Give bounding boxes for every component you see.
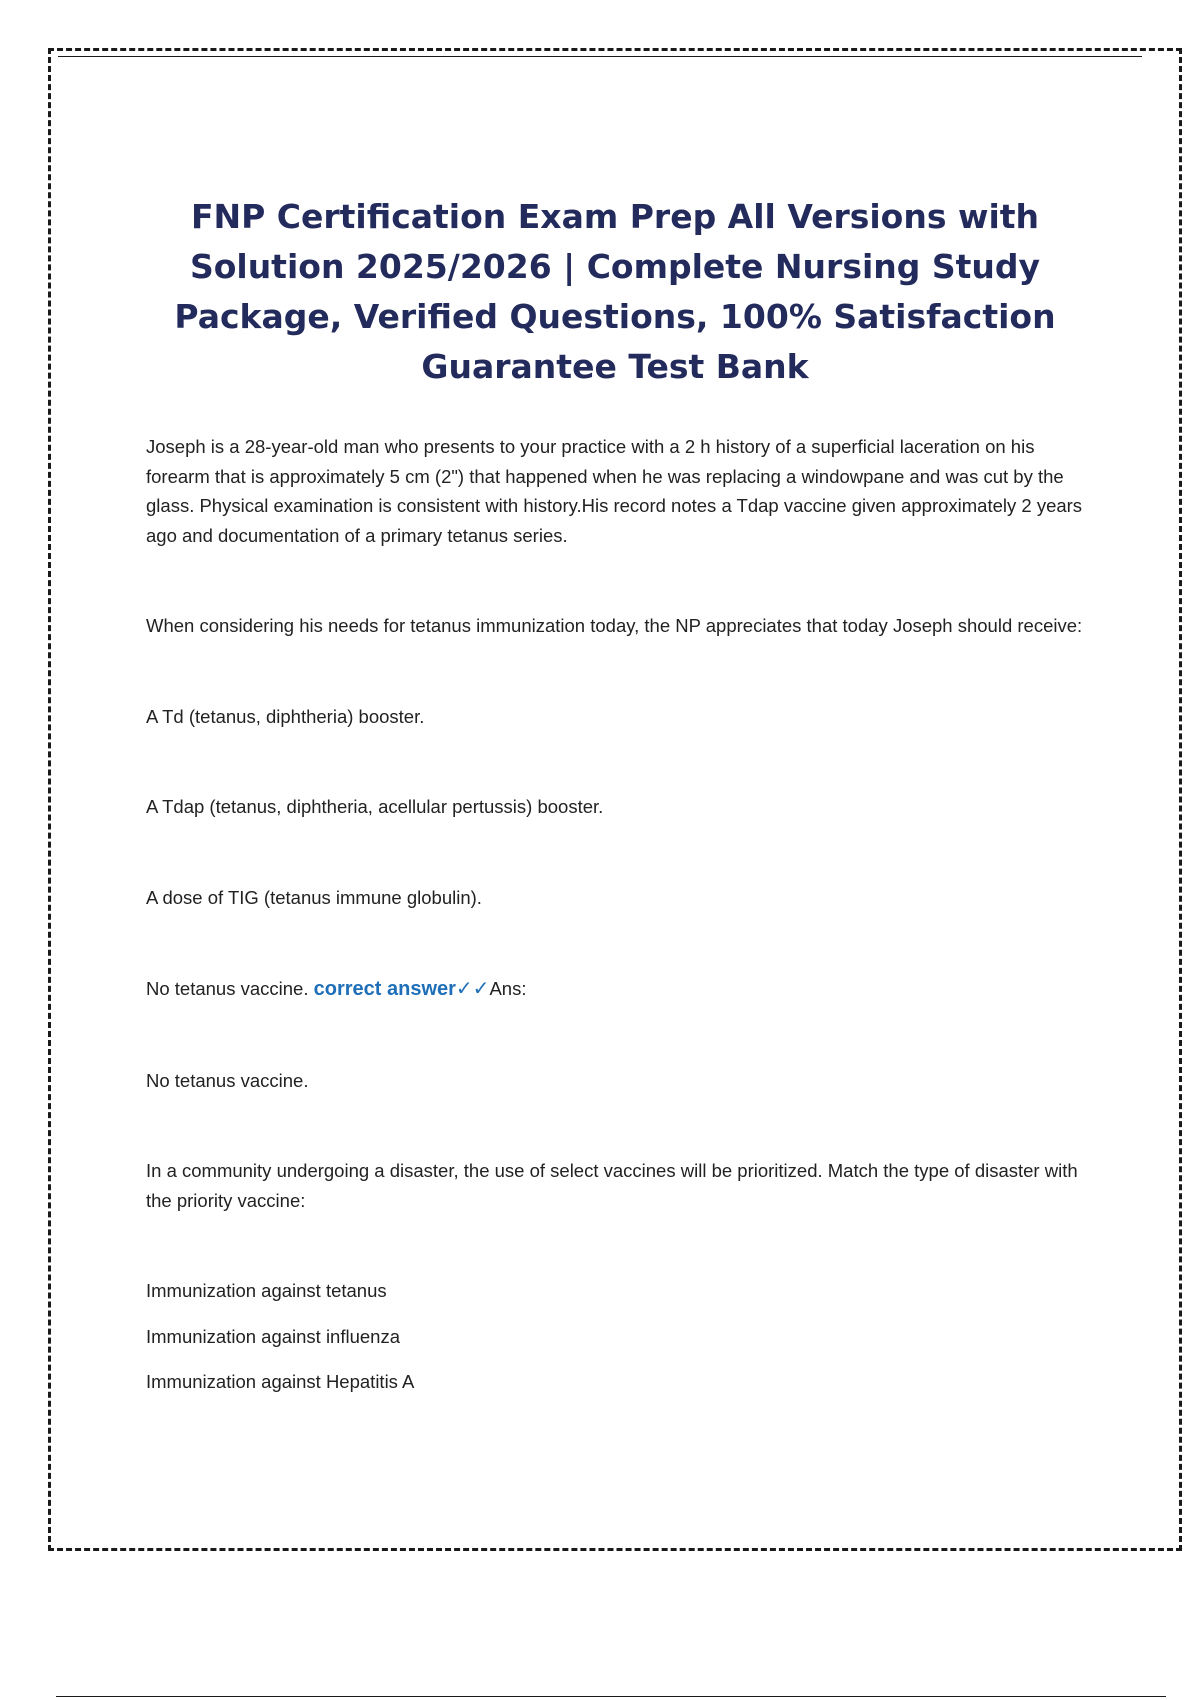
bottom-rule (56, 1696, 1166, 1697)
question1-prompt: When considering his needs for tetanus immunization today, the NP appreciates that today Joseph should receive: (146, 615, 1083, 636)
question1-scenario: Joseph is a 28-year-old man who presents to your practice with a 2 h history of a superficial laceration on his forearm that is approximately 5 cm (2") that happened when he was replacing a windowpane and was cut by the glass. Physical examination is consistent with history.His record notes a Tdap vaccine given approximately 2 years ago and documentation of a primary tetanus series. (146, 436, 1083, 546)
answer-suffix: Ans: (489, 978, 527, 999)
question2-prompt: In a community undergoing a disaster, the use of select vaccines will be prioritized. Match the type of disaster with the priority vaccine: (146, 1160, 1078, 1211)
top-rule (58, 56, 1142, 57)
question2-item: Immunization against Hepatitis A (146, 1371, 415, 1392)
question2-item: Immunization against influenza (146, 1325, 401, 1347)
question1-answer: No tetanus vaccine. (146, 1069, 309, 1091)
question1-option-d-line (146, 974, 1096, 1005)
document-body (146, 432, 1096, 1397)
question1-option-c: A dose of TIG (tetanus immune globulin). (146, 886, 482, 908)
question1-option-d: No tetanus vaccine. (146, 978, 309, 999)
document-title: FNP Certification Exam Prep All Versions with Solution 2025/2026 | Complete Nursing Study Package, Verified Questions, 100% Satisfaction Guarantee Test Bank (174, 197, 1056, 386)
question1-option-a: A Td (tetanus, diphtheria) booster. (146, 705, 425, 727)
correct-answer-marker: correct answer✓✓ (313, 978, 490, 1000)
question2-item: Immunization against tetanus (146, 1280, 387, 1301)
question1-option-b: A Tdap (tetanus, diphtheria, acellular pertussis) booster. (146, 796, 604, 817)
